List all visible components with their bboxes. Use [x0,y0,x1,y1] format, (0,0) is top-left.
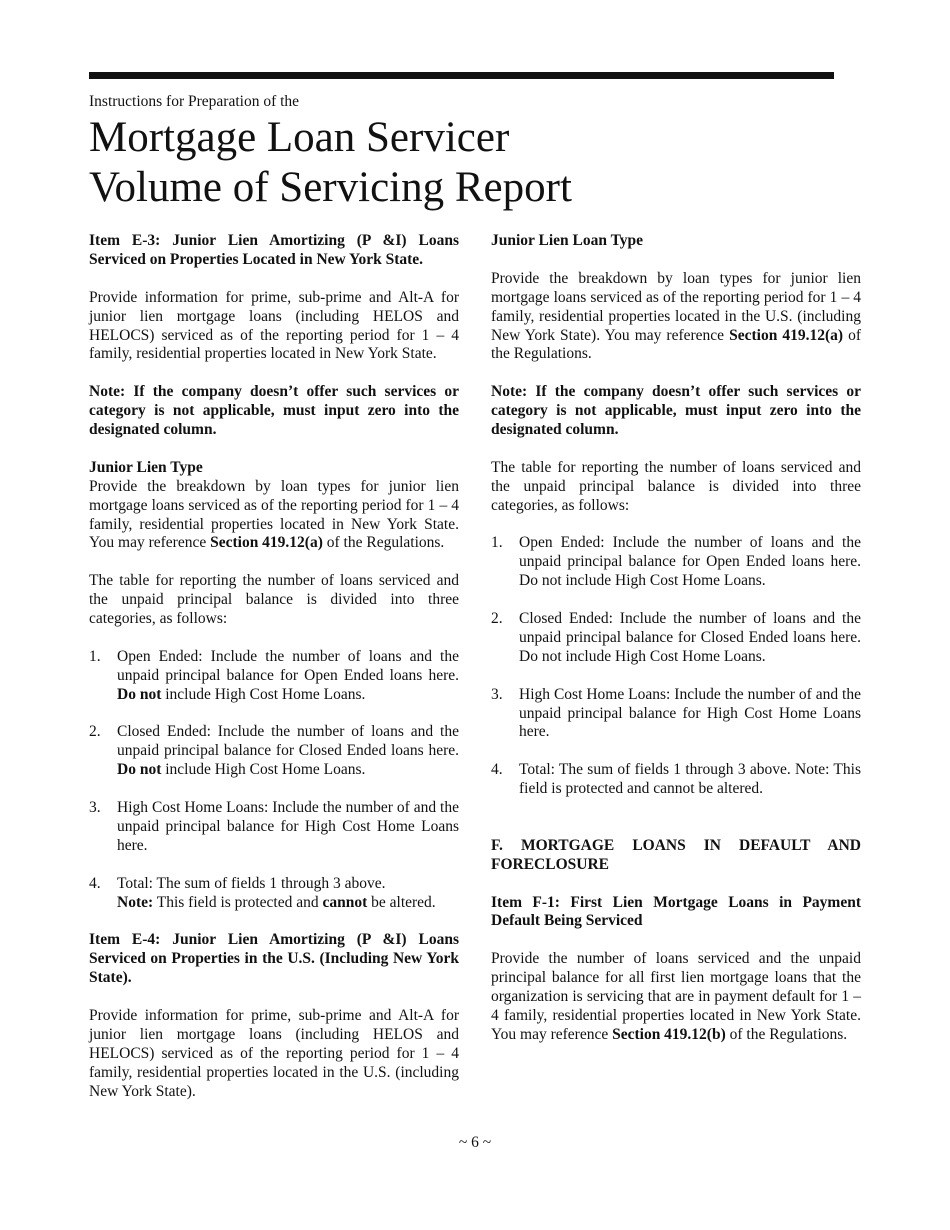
section-reference: Section 419.12(a) [210,534,323,552]
item-e4-body: Provide information for prime, sub-prime and Alt-A for junior lien mortgage loans (including HELOS and HELOCS) serviced as of the reporting period for 1 – 4 family, residential properties located in the U.S. (including New York State). [89,1007,459,1100]
section-f-heading: F. MORTGAGE LOANS IN DEFAULT AND FORECLOSURE [491,836,861,873]
list-item-number: 2. [89,723,101,741]
list-item-number: 1. [491,534,503,552]
list-item: 4. Total: The sum of fields 1 through 3 above. Note: This field is protected and cannot be altered. [491,761,861,798]
page-number: ~ 6 ~ [458,1134,492,1151]
list-item: 3. High Cost Home Loans: Include the number of and the unpaid principal balance for High Cost Home Loans here. [89,799,459,854]
list-item-number: 3. [491,685,503,703]
document-title-line-2: Volume of Servicing Report [89,164,572,211]
list-item-number: 3. [89,799,101,817]
table-intro-right: The table for reporting the number of loans serviced and the unpaid principal balance is divided into three categories, as follows: [491,458,861,514]
section-reference: Section 419.12(a) [729,326,844,344]
note-right: Note: If the company doesn’t offer such services or category is not applicable, must input zero into the designated column. [491,383,861,439]
note-left: Note: If the company doesn’t offer such services or category is not applicable, must input zero into the designated column. [89,383,459,439]
list-item-number: 1. [89,647,101,665]
list-item-number: 4. [89,874,101,892]
section-reference: Section 419.12(b) [612,1025,726,1043]
list-item: 1. Open Ended: Include the number of loans and the unpaid principal balance for Open Ended loans here. Do not include High Cost Home Loans. [89,647,459,703]
list-item-number: 4. [491,761,503,779]
junior-lien-type-body: Provide the breakdown by loan types for junior lien mortgage loans serviced as of the reporting period for 1 – 4 family, residential properties located in New York State. You may reference Section 419.12(a) of the Regulations. [89,477,459,552]
document-title-line-1: Mortgage Loan Servicer [89,114,510,161]
junior-lien-loan-type-heading: Junior Lien Loan Type [491,232,644,249]
list-item: 3. High Cost Home Loans: Include the number of and the unpaid principal balance for High Cost Home Loans here. [491,685,861,741]
item-e3-body: Provide information for prime, sub-prime and Alt-A for junior lien mortgage loans (including HELOS and HELOCS) serviced as of the reporting period for 1 – 4 family, residential properties located in New York State. [89,288,459,363]
junior-lien-type-heading: Junior Lien Type [89,458,203,476]
item-f1-heading: Item F-1: First Lien Mortgage Loans in Payment Default Being Serviced [491,893,861,930]
list-item: 1. Open Ended: Include the number of loans and the unpaid principal balance for Open Ended loans here. Do not include High Cost Home Loans. [491,534,861,590]
item-e4-heading: Item E-4: Junior Lien Amortizing (P &I) Loans Serviced on Properties in the U.S. (Including New York State). [89,931,459,987]
item-f1-body: Provide the number of loans serviced and the unpaid principal balance for all first lien mortgage loans that the organization is servicing that are in payment default for 1 – 4 family, residential properties located in New York State. You may reference Section 419.12(b) of the Regulations. [491,950,861,1043]
document-title [89,113,572,213]
left-column [89,232,459,1120]
loan-category-list-left [89,648,459,913]
list-item: 4. Total: The sum of fields 1 through 3 above. Note: This field is protected and cannot be altered. [89,874,436,911]
table-intro-left: The table for reporting the number of loans serviced and the unpaid principal balance is divided into three categories, as follows: [89,572,459,628]
section-spacer [491,818,861,837]
list-item-number: 2. [491,610,503,628]
list-item: 2. Closed Ended: Include the number of loans and the unpaid principal balance for Closed Ended loans here. Do not include High Cost Home Loans. [89,723,459,779]
header-rule [89,72,834,79]
document-subtitle: Instructions for Preparation of the [89,93,300,110]
right-column [491,232,861,1064]
loan-category-list-right [491,534,861,799]
item-e3-heading: Item E-3: Junior Lien Amortizing (P &I) Loans Serviced on Properties Located in New York State. [89,232,459,268]
list-item: 2. Closed Ended: Include the number of loans and the unpaid principal balance for Closed Ended loans here. Do not include High Cost Home Loans. [491,610,861,665]
junior-lien-loan-type-body: Provide the breakdown by loan types for junior lien mortgage loans serviced as of the reporting period for 1 – 4 family, residential properties located in the U.S. (including New York State). You may reference Section 419.12(a) of the Regulations. [491,269,861,363]
